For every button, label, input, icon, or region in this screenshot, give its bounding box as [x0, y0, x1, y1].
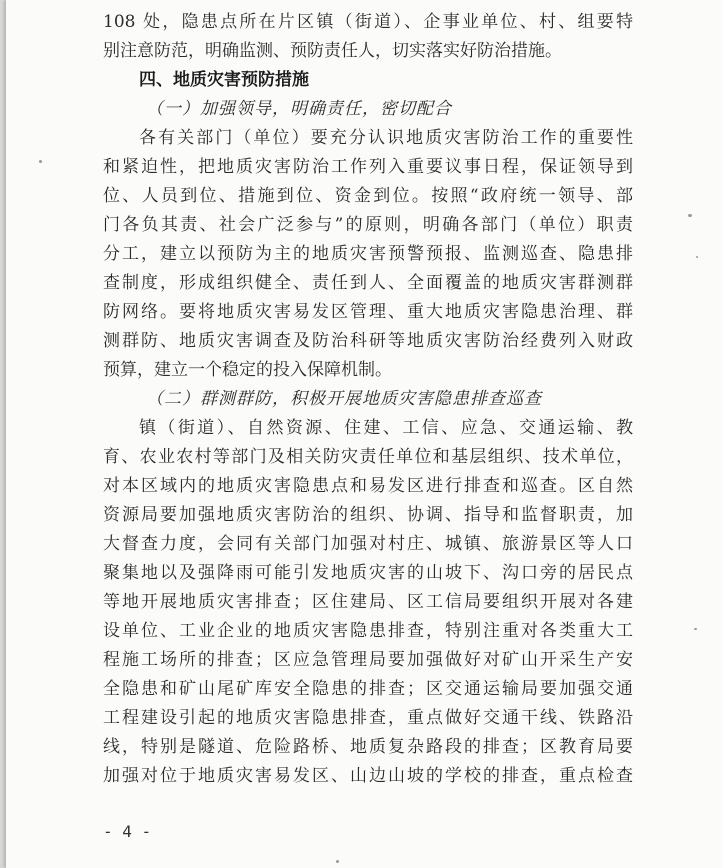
paragraph-2-line: 加强对位于地质灾害易发区、山边山坡的学校的排查，重点检查 [103, 766, 633, 786]
paragraph-1-line: 位、人员到位、措施到位、资金到位。按照“政府统一领导、部 [103, 186, 633, 206]
paragraph-1-line: 测群防、地质灾害调查及防治科研等地质灾害防治经费列入财政 [103, 331, 633, 351]
section-heading: 四、地质灾害预防措施 [139, 70, 309, 90]
subsection-heading-2: （二）群测群防，积极开展地质灾害隐患排查巡查 [146, 389, 542, 409]
scan-speck [688, 214, 692, 217]
paragraph-1-line: 防网络。要将地质灾害易发区管理、重大地质灾害隐患治理、群 [103, 302, 633, 322]
subsection-heading-1: （一）加强领导，明确责任，密切配合 [146, 99, 452, 119]
paragraph-2-line: 大督查力度，会同有关部门加强对村庄、城镇、旅游景区等人口 [103, 534, 633, 554]
paragraph-1-line: 预算，建立一个稳定的投入保障机制。 [103, 360, 392, 380]
intro-line-1: 108 处，隐患点所在片区镇（街道）、企事业单位、村、组要特 [103, 12, 633, 32]
paragraph-1-line: 门各负其责、社会广泛参与”的原则，明确各部门（单位）职责 [103, 215, 633, 235]
scan-speck [336, 860, 339, 863]
paragraph-1-line: 查制度，形成组织健全、责任到人、全面覆盖的地质灾害群测群 [103, 273, 633, 293]
paragraph-2-line: 设单位、工业企业的地质灾害隐患排查，特别注重对各类重大工 [103, 621, 633, 641]
paragraph-2-line: 线，特别是隧道、危险路桥、地质复杂路段的排查；区教育局要 [103, 737, 633, 757]
paragraph-2-line: 全隐患和矿山尾矿库安全隐患的排查；区交通运输局要加强交通 [103, 679, 633, 699]
document-page [6, 0, 723, 868]
paragraph-2-line: 工程建设引起的地质灾害隐患排查，重点做好交通干线、铁路沿 [103, 708, 633, 728]
scan-speck [696, 256, 698, 258]
paragraph-1-line: 分工，建立以预防为主的地质灾害预警预报、监测巡查、隐患排 [103, 244, 633, 264]
paragraph-2-line: 镇（街道）、自然资源、住建、工信、应急、交通运输、教 [139, 418, 633, 438]
paragraph-2-line: 程施工场所的排查；区应急管理局要加强做好对矿山开采生产安 [103, 650, 633, 670]
intro-line-2: 别注意防范，明确监测、预防责任人，切实落实好防治措施。 [103, 41, 562, 61]
paragraph-2-line: 资源局要加强地质灾害防治的组织、协调、指导和监督职责，加 [103, 505, 633, 525]
paragraph-1-line: 和紧迫性，把地质灾害防治工作列入重要议事日程，保证领导到 [103, 157, 633, 177]
paragraph-2-line: 对本区域内的地质灾害隐患点和易发区进行排查和巡查。区自然 [103, 476, 633, 496]
paragraph-1-line: 各有关部门（单位）要充分认识地质灾害防治工作的重要性 [139, 128, 633, 148]
page-number: - 4 - [103, 822, 152, 841]
scan-speck [694, 628, 697, 630]
paragraph-2-line: 聚集地以及强降雨可能引发地质灾害的山坡下、沟口旁的居民点 [103, 563, 633, 583]
paragraph-2-line: 育、农业农村等部门及相关防灾责任单位和基层组织、技术单位， [103, 447, 633, 467]
paragraph-2-line: 等地开展地质灾害排查；区住建局、区工信局要组织开展对各建 [103, 592, 633, 612]
scan-speck [39, 160, 42, 163]
